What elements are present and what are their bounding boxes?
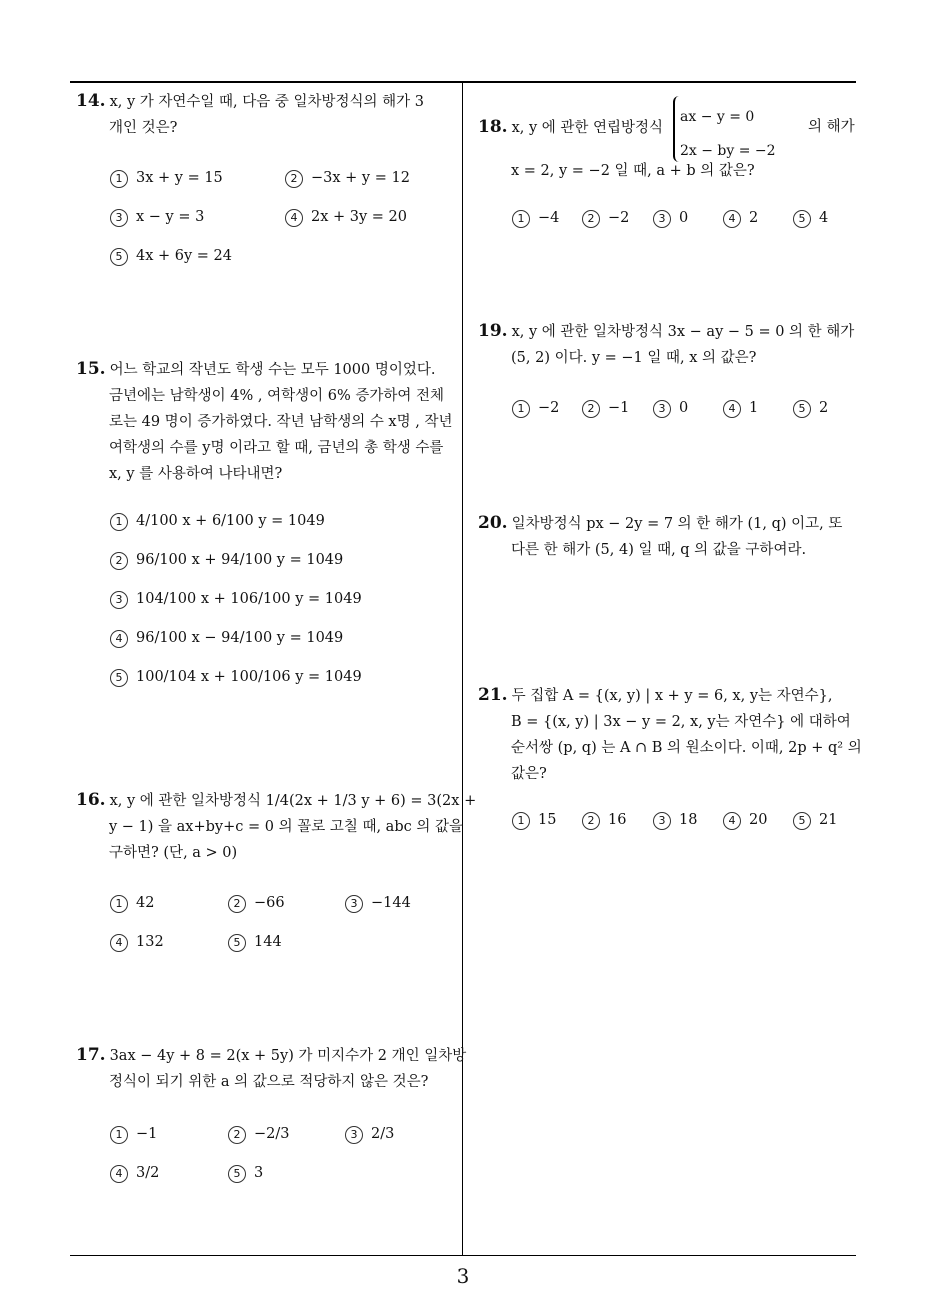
option-2[interactable]: 2 16: [582, 812, 626, 830]
option-5[interactable]: 5 100/104 x + 100/106 y = 1049: [110, 669, 362, 687]
question-text: 개인 것은?: [109, 120, 178, 136]
option-2[interactable]: 2 −66: [228, 895, 285, 913]
question-number: 15.: [76, 359, 106, 379]
option-4[interactable]: 4 20: [723, 812, 767, 830]
option-4[interactable]: 4 1: [723, 400, 758, 418]
choice-circle: 2: [228, 1126, 246, 1144]
option-3[interactable]: 3 104/100 x + 106/100 y = 1049: [110, 591, 362, 609]
option-5[interactable]: 5 4: [793, 210, 828, 228]
option-1[interactable]: 1 15: [512, 812, 556, 830]
question-text: B = {(x, y) | 3x − y = 2, x, y는 자연수} 에 대하여: [511, 714, 851, 730]
question-number: 18.: [478, 117, 508, 137]
question-text: 의 해가: [808, 119, 855, 135]
question-19: [478, 318, 854, 371]
question-14: [76, 88, 424, 141]
option-1[interactable]: 1 4/100 x + 6/100 y = 1049: [110, 513, 325, 531]
choice-circle: 4: [723, 400, 741, 418]
question-text: x = 2, y = −2 일 때, a + b 의 값은?: [511, 163, 755, 179]
option-3[interactable]: 3 2/3: [345, 1126, 394, 1144]
option-5[interactable]: 5 21: [793, 812, 837, 830]
question-20: [478, 510, 842, 563]
choice-circle: 2: [582, 210, 600, 228]
choice-circle: 4: [723, 812, 741, 830]
choice-circle: 5: [110, 669, 128, 687]
choice-circle: 3: [110, 591, 128, 609]
option-2[interactable]: 2 −2/3: [228, 1126, 290, 1144]
choice-circle: 2: [582, 812, 600, 830]
question-18-line-2: [511, 158, 755, 184]
question-text: x, y 에 관한 일차방정식 3x − ay − 5 = 0 의 한 해가: [511, 324, 855, 340]
option-4[interactable]: 4 96/100 x − 94/100 y = 1049: [110, 630, 343, 648]
bottom-rule: [70, 1255, 856, 1256]
choice-circle: 3: [110, 209, 128, 227]
option-1[interactable]: 1 3x + y = 15: [110, 170, 223, 188]
question-text: (5, 2) 이다. y = −1 일 때, x 의 값은?: [511, 350, 757, 366]
option-5[interactable]: 5 2: [793, 400, 828, 418]
question-15: [76, 356, 452, 487]
option-3[interactable]: 3 x − y = 3: [110, 209, 204, 227]
option-4[interactable]: 4 2: [723, 210, 758, 228]
page-number: 3: [456, 1264, 470, 1288]
choice-circle: 3: [345, 1126, 363, 1144]
question-text: 어느 학교의 작년도 학생 수는 모두 1000 명이었다.: [109, 362, 436, 378]
choice-circle: 5: [793, 400, 811, 418]
equation-1: ax − y = 0: [680, 109, 755, 125]
choice-circle: 1: [110, 895, 128, 913]
question-text: 정식이 되기 위한 a 의 값으로 적당하지 않은 것은?: [109, 1074, 429, 1090]
question-text: 로는 49 명이 증가하였다. 작년 남학생의 수 x명 , 작년: [109, 414, 453, 430]
choice-circle: 2: [228, 895, 246, 913]
question-number: 17.: [76, 1045, 106, 1065]
choice-circle: 4: [110, 1165, 128, 1183]
choice-circle: 1: [512, 400, 530, 418]
choice-circle: 2: [110, 552, 128, 570]
choice-circle: 2: [582, 400, 600, 418]
question-text: 다른 한 해가 (5, 4) 일 때, q 의 값을 구하여라.: [511, 542, 807, 558]
choice-circle: 2: [285, 170, 303, 188]
option-2[interactable]: 2 −2: [582, 210, 629, 228]
question-text: 순서쌍 (p, q) 는 A ∩ B 의 원소이다. 이때, 2p + q² 의: [511, 740, 862, 756]
choice-circle: 1: [110, 513, 128, 531]
question-number: 20.: [478, 513, 508, 533]
choice-circle: 1: [110, 1126, 128, 1144]
question-text: x, y 에 관한 일차방정식 1/4(2x + 1/3 y + 6) = 3(2x +: [109, 793, 477, 809]
choice-circle: 4: [285, 209, 303, 227]
option-5[interactable]: 5 3: [228, 1165, 263, 1183]
question-text: 금년에는 남학생이 4% , 여학생이 6% 증가하여 전체: [109, 388, 445, 404]
choice-circle: 1: [512, 210, 530, 228]
choice-circle: 4: [110, 630, 128, 648]
question-text: x, y 가 자연수일 때, 다음 중 일차방정식의 해가 3: [109, 94, 424, 110]
question-text: 두 집합 A = {(x, y) | x + y = 6, x, y는 자연수},: [511, 688, 833, 704]
option-4[interactable]: 4 3/2: [110, 1165, 159, 1183]
choice-circle: 4: [723, 210, 741, 228]
option-1[interactable]: 1 42: [110, 895, 154, 913]
question-text: 값은?: [511, 766, 547, 782]
option-3[interactable]: 3 0: [653, 400, 688, 418]
question-18: [478, 114, 663, 141]
question-text: 구하면? (단, a > 0): [109, 845, 238, 861]
option-5[interactable]: 5 4x + 6y = 24: [110, 248, 232, 266]
question-text: 일차방정식 px − 2y = 7 의 한 해가 (1, q) 이고, 또: [511, 516, 843, 532]
question-16: [76, 787, 476, 866]
option-5[interactable]: 5 144: [228, 934, 282, 952]
choice-circle: 3: [653, 210, 671, 228]
question-text: x, y 에 관한 연립방정식: [511, 120, 664, 136]
question-text: 여학생의 수를 y명 이라고 할 때, 금년의 총 학생 수를: [109, 440, 444, 456]
question-number: 16.: [76, 790, 106, 810]
choice-circle: 1: [110, 170, 128, 188]
choice-circle: 5: [110, 248, 128, 266]
option-1[interactable]: 1 −2: [512, 400, 559, 418]
choice-circle: 3: [653, 812, 671, 830]
option-3[interactable]: 3 0: [653, 210, 688, 228]
option-1[interactable]: 1 −4: [512, 210, 559, 228]
choice-circle: 5: [793, 210, 811, 228]
question-text: 3ax − 4y + 8 = 2(x + 5y) 가 미지수가 2 개인 일차방: [109, 1048, 467, 1064]
choice-circle: 5: [228, 934, 246, 952]
choice-circle: 5: [228, 1165, 246, 1183]
choice-circle: 4: [110, 934, 128, 952]
option-3[interactable]: 3 18: [653, 812, 697, 830]
question-number: 19.: [478, 321, 508, 341]
question-text: y − 1) 을 ax+by+c = 0 의 꼴로 고칠 때, abc 의 값을: [109, 819, 463, 835]
option-2[interactable]: 2 −1: [582, 400, 629, 418]
question-number: 14.: [76, 91, 106, 111]
option-1[interactable]: 1 −1: [110, 1126, 157, 1144]
option-4[interactable]: 4 132: [110, 934, 164, 952]
choice-circle: 1: [512, 812, 530, 830]
choice-circle: 3: [653, 400, 671, 418]
question-17: [76, 1042, 466, 1095]
option-2[interactable]: 2 96/100 x + 94/100 y = 1049: [110, 552, 343, 570]
top-rule: [70, 81, 856, 83]
option-3[interactable]: 3 −144: [345, 895, 411, 913]
option-2[interactable]: 2 −3x + y = 12: [285, 170, 410, 188]
equation-2: 2x − by = −2: [680, 143, 776, 159]
question-21: [478, 682, 862, 787]
choice-circle: 3: [345, 895, 363, 913]
choice-circle: 5: [793, 812, 811, 830]
option-4[interactable]: 4 2x + 3y = 20: [285, 209, 407, 227]
question-text: x, y 를 사용하여 나타내면?: [109, 466, 283, 482]
question-number: 21.: [478, 685, 508, 705]
